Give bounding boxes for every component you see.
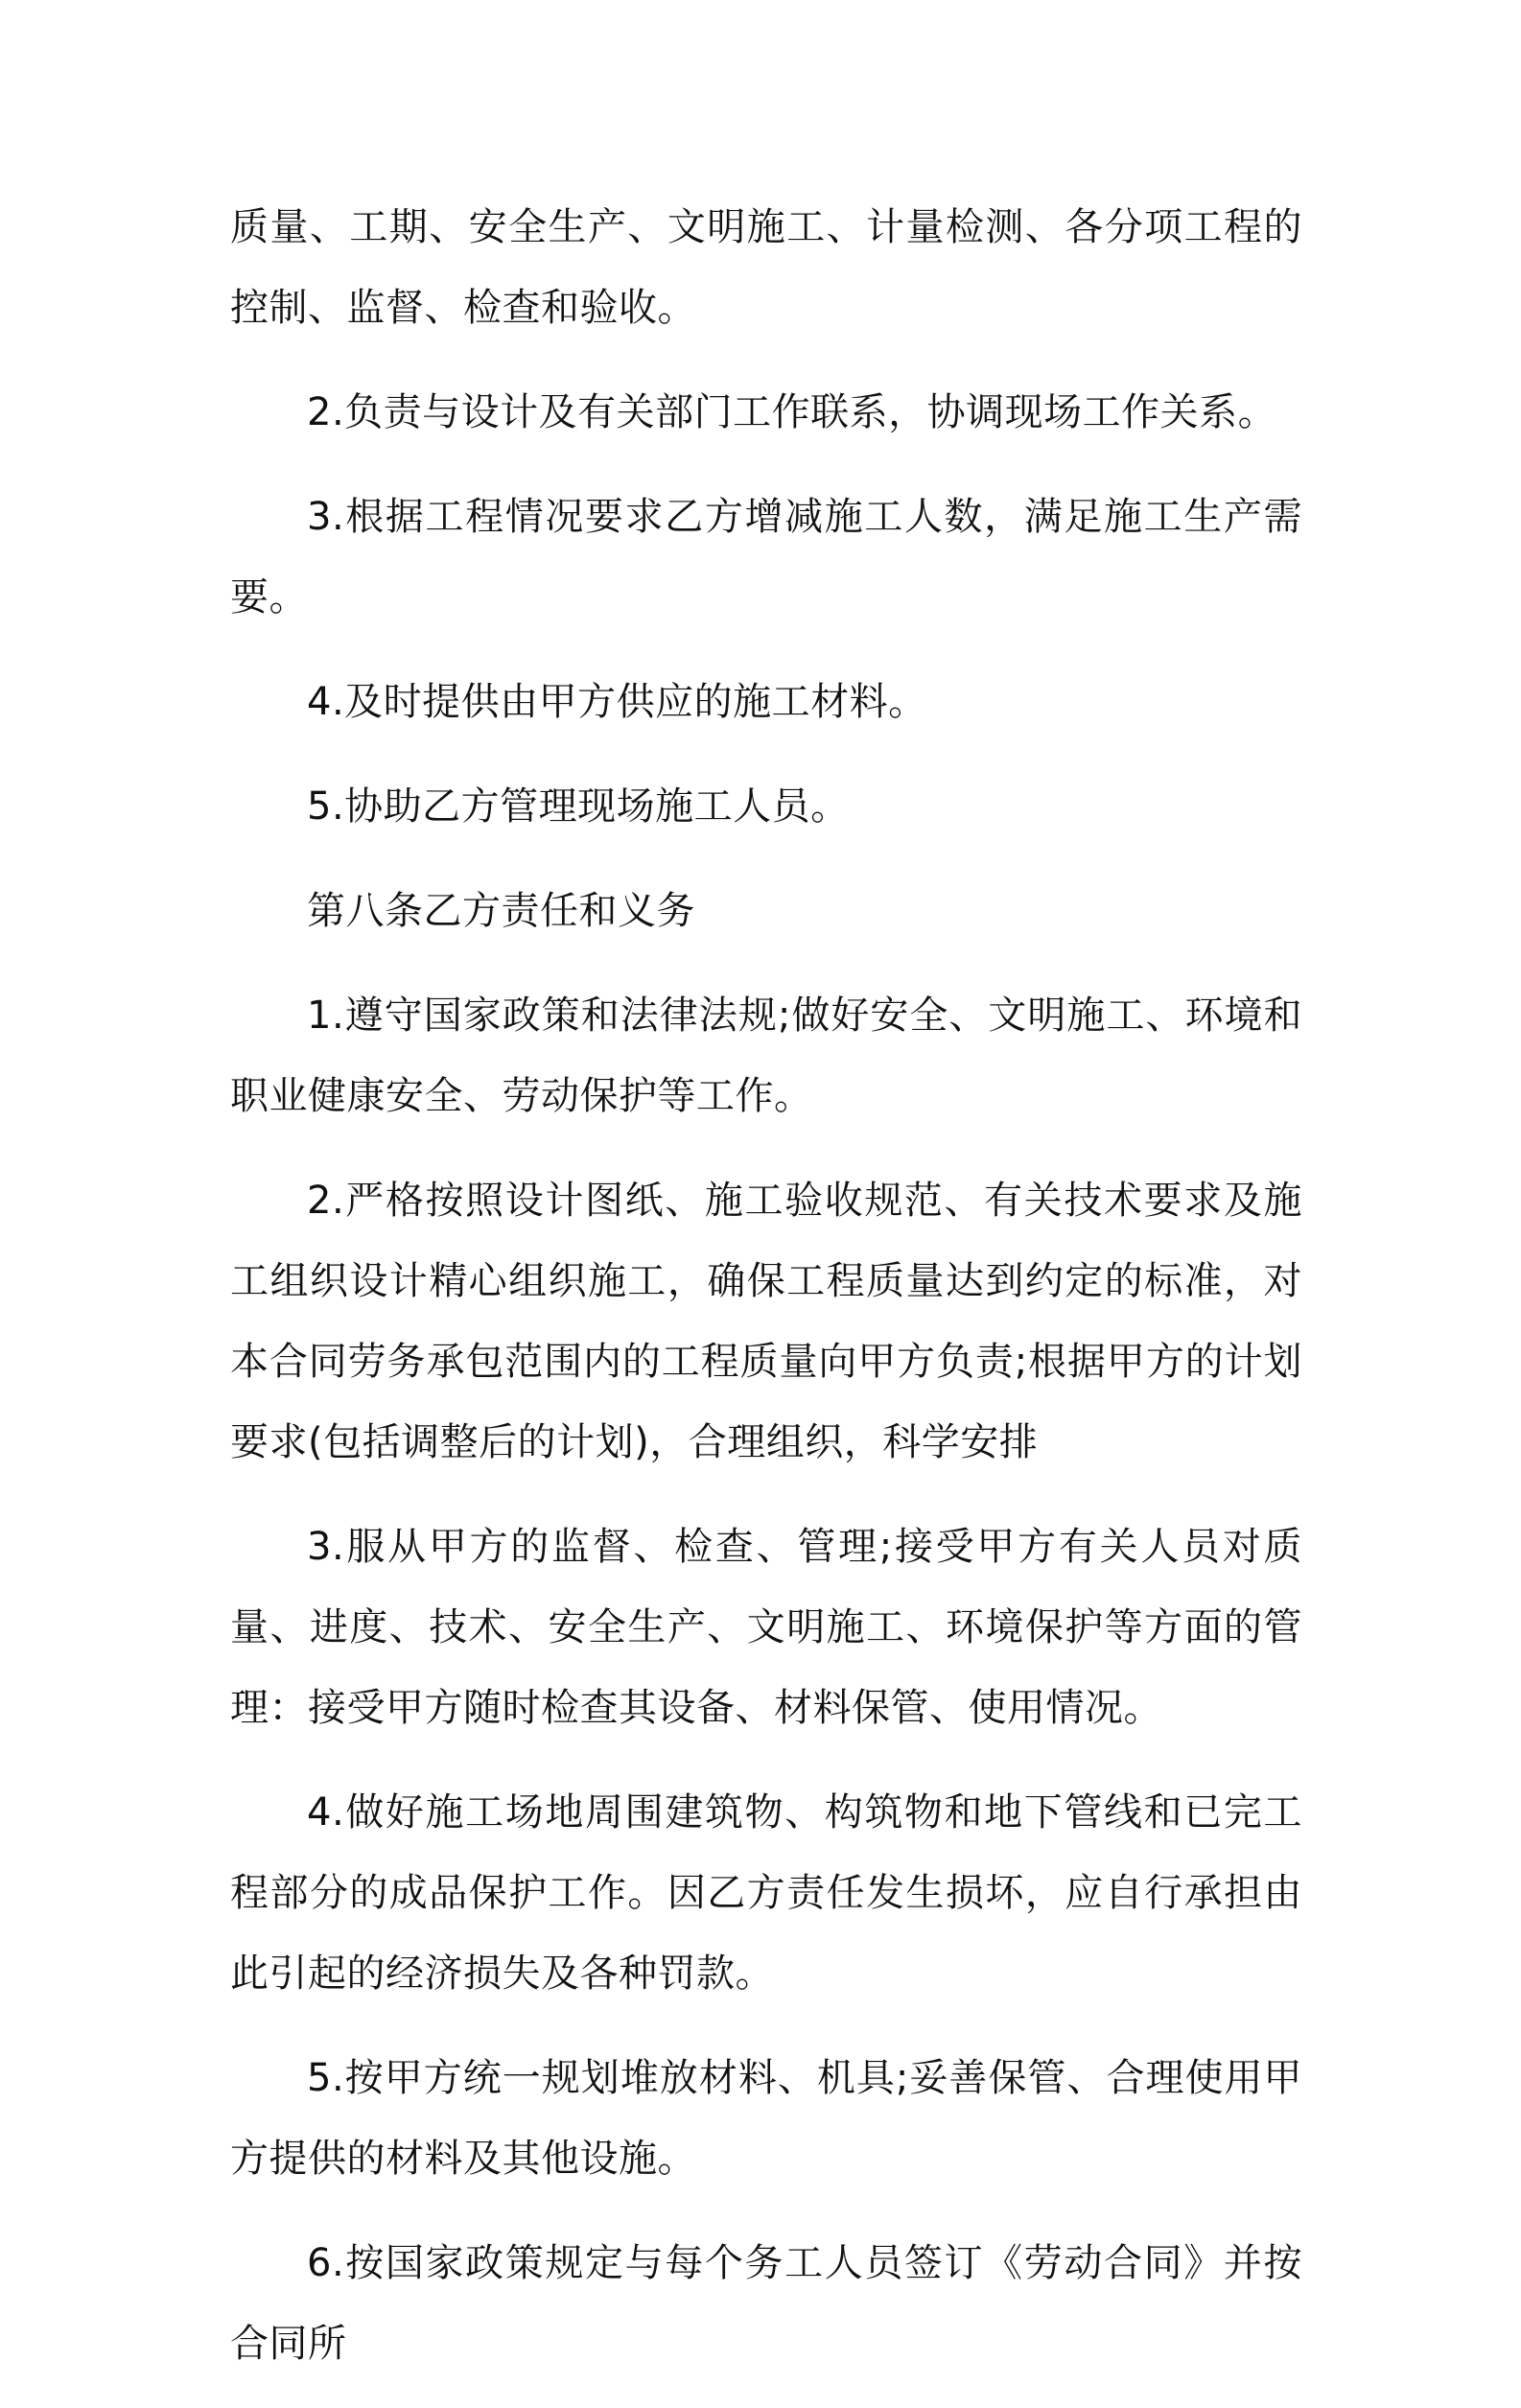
paragraph-party-b-item-1: 1.遵守国家政策和法律法规;做好安全、文明施工、环境和职业健康安全、劳动保护等工作。 xyxy=(230,994,1302,1118)
paragraph-party-a-item-3: 3.根据工程情况要求乙方增减施工人数，满足施工生产需要。 xyxy=(230,495,1302,620)
document-body xyxy=(230,187,1302,2408)
paragraph-party-b-item-5: 5.按甲方统一规划堆放材料、机具;妥善保管、合理使用甲方提供的材料及其他设施。 xyxy=(230,2056,1302,2181)
paragraph-party-a-item-5: 5.协助乙方管理现场施工人员。 xyxy=(307,784,850,829)
paragraph-party-a-item-2: 2.负责与设计及有关部门工作联系，协调现场工作关系。 xyxy=(307,390,1277,434)
paragraph-party-b-item-4: 4.做好施工场地周围建筑物、构筑物和地下管线和已完工程部分的成品保护工作。因乙方责任发生损坏，应自行承担由此引起的经济损失及各种罚款。 xyxy=(230,1790,1302,1996)
paragraph-continued-duties: 质量、工期、安全生产、文明施工、计量检测、各分项工程的控制、监督、检查和验收。 xyxy=(230,205,1302,330)
paragraph-party-b-item-2: 2.严格按照设计图纸、施工验收规范、有关技术要求及施工组织设计精心组织施工，确保工程质量达到约定的标准，对本合同劳务承包范围内的工程质量向甲方负责;根据甲方的计划要求(包括调整后的计划)，合理组织，科学安排 xyxy=(230,1179,1302,1464)
paragraph-party-b-item-3: 3.服从甲方的监督、检查、管理;接受甲方有关人员对质量、进度、技术、安全生产、文明施工、环境保护等方面的管理：接受甲方随时检查其设备、材料保管、使用情况。 xyxy=(230,1525,1302,1730)
paragraph-party-b-item-6: 6.按国家政策规定与每个务工人员签订《劳动合同》并按合同所 xyxy=(230,2241,1302,2366)
section-heading-article-8: 第八条乙方责任和义务 xyxy=(307,889,695,933)
paragraph-party-a-item-4: 4.及时提供由甲方供应的施工材料。 xyxy=(307,680,927,724)
